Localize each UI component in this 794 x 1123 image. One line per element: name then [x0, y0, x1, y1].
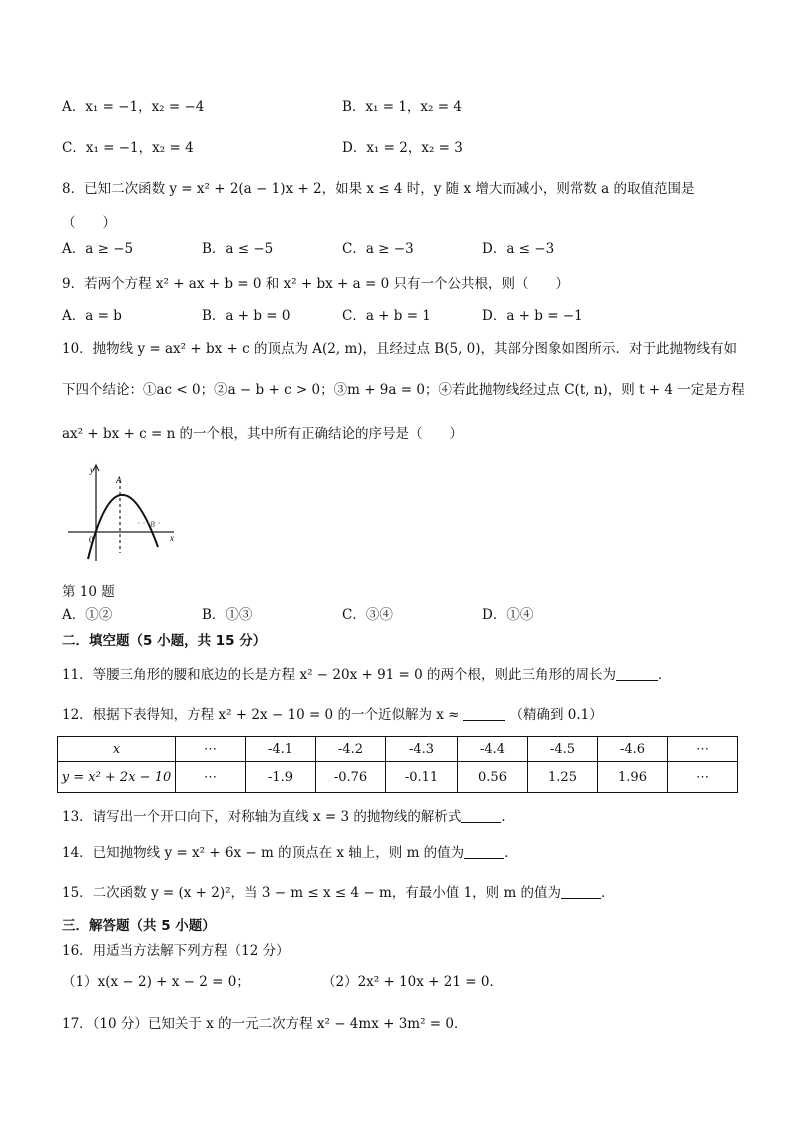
q7-option-c: C．x₁ = −1，x₂ = 4 — [62, 140, 194, 156]
q14-stem: 14．已知抛物线 y = x² + 6x − m 的顶点在 x 轴上，则 m 的值为 — [62, 845, 465, 861]
section-2-heading: 二．填空题（5 小题，共 15 分） — [62, 633, 267, 649]
q14-answer-blank[interactable] — [464, 844, 504, 859]
q16-part-2: （2）2x² + 10x + 21 = 0． — [322, 974, 503, 990]
graph-label-origin: 0 — [89, 535, 94, 545]
q11-answer-blank[interactable] — [616, 666, 658, 681]
q10-stem-line1: 10．抛物线 y = ax² + bx + c 的顶点为 A(2, m)，且经过点 B(5, 0)，其部分图象如图所示．对于此抛物线有如 — [62, 341, 738, 357]
value-table — [57, 736, 738, 793]
q8-paren: （ ） — [62, 215, 116, 231]
graph-label-y: y — [90, 465, 94, 475]
q8-option-b: B．a ≤ −5 — [202, 241, 274, 257]
table-row-y — [58, 762, 738, 793]
table-cell: -0.11 — [386, 762, 458, 793]
q8-option-a: A．a ≥ −5 — [62, 241, 134, 257]
q13-stem: 13．请写出一个开口向下，对称轴为直线 x = 3 的抛物线的解析式 — [62, 809, 462, 825]
table-row-x — [58, 737, 738, 762]
q13-answer-blank[interactable] — [461, 808, 501, 823]
q17-stem: 17．（10 分）已知关于 x 的一元二次方程 x² − 4mx + 3m² = 0． — [62, 1016, 468, 1032]
q10-option-a: A．①② — [62, 607, 113, 623]
q10-figure-caption: 第 10 题 — [62, 584, 115, 600]
q14-end: ． — [504, 845, 518, 861]
q13-end: ． — [501, 809, 515, 825]
q15-answer-blank[interactable] — [561, 884, 601, 899]
q8-option-c: C．a ≥ −3 — [342, 241, 414, 257]
table-cell: ⋯ — [176, 737, 246, 762]
graph-label-x: x — [170, 533, 174, 543]
q11 — [62, 666, 672, 684]
q12-answer-blank[interactable] — [463, 706, 505, 721]
table-cell: -4.2 — [316, 737, 386, 762]
q9-stem: 9．若两个方程 x² + ax + b = 0 和 x² + bx + a = 0 只有一个公共根，则（ ） — [62, 276, 569, 292]
q9-option-c: C．a + b = 1 — [342, 308, 431, 324]
q16-stem: 16．用适当方法解下列方程（12 分） — [62, 943, 290, 959]
q13 — [62, 808, 515, 826]
table-cell: -1.9 — [246, 762, 316, 793]
table-cell: -4.3 — [386, 737, 458, 762]
table-cell: -4.1 — [246, 737, 316, 762]
q9-option-b: B．a + b = 0 — [202, 308, 291, 324]
graph-label-b: B — [150, 520, 155, 529]
q10-option-d: D．①④ — [482, 607, 534, 623]
q8-option-d: D．a ≤ −3 — [482, 241, 555, 257]
table-cell: ⋯ — [668, 737, 738, 762]
table-cell: 0.56 — [458, 762, 528, 793]
graph-label-a: A — [116, 475, 122, 485]
table-cell: -4.4 — [458, 737, 528, 762]
table-cell: ⋯ — [668, 762, 738, 793]
q9-option-d: D．a + b = −1 — [482, 308, 583, 324]
table-cell: 1.96 — [598, 762, 668, 793]
q7-option-b: B．x₁ = 1，x₂ = 4 — [342, 99, 462, 115]
q12-stem: 12．根据下表得知，方程 x² + 2x − 10 = 0 的一个近似解为 x ≈ — [62, 707, 460, 723]
section-3-heading: 三．解答题（共 5 小题） — [62, 918, 216, 934]
q10-option-b: B．①③ — [202, 607, 253, 623]
q12-end: （精确到 0.1） — [509, 707, 603, 723]
q8-stem: 8．已知二次函数 y = x² + 2(a − 1)x + 2，如果 x ≤ 4 时，y 随 x 增大而减小，则常数 a 的取值范围是 — [62, 181, 695, 197]
table-cell: -4.5 — [528, 737, 598, 762]
table-cell: -0.76 — [316, 762, 386, 793]
q15-end: ． — [601, 885, 615, 901]
table-cell: 1.25 — [528, 762, 598, 793]
q15 — [62, 884, 615, 902]
table-cell: y = x² + 2x − 10 — [58, 762, 176, 793]
q16-part-1: （1）x(x − 2) + x − 2 = 0； — [62, 974, 250, 990]
table-cell: x — [58, 737, 176, 762]
table-cell: ⋯ — [176, 762, 246, 793]
table-cell: -4.6 — [598, 737, 668, 762]
q15-stem: 15．二次函数 y = (x + 2)²，当 3 − m ≤ x ≤ 4 − m，有最小值 1，则 m 的值为 — [62, 885, 562, 901]
q10-stem-line2: 下四个结论：①ac < 0；②a − b + c > 0；③m + 9a = 0；④若此抛物线经过点 C(t, n)，则 t + 4 一定是方程 — [62, 382, 745, 398]
q10-option-c: C．③④ — [342, 607, 393, 623]
parabola-figure — [66, 463, 181, 563]
q7-option-a: A．x₁ = −1，x₂ = −4 — [62, 99, 205, 115]
q7-option-d: D．x₁ = 2，x₂ = 3 — [342, 140, 463, 156]
q14 — [62, 844, 518, 862]
q9-option-a: A．a = b — [62, 308, 122, 324]
q11-stem: 11．等腰三角形的腰和底边的长是方程 x² − 20x + 91 = 0 的两个根，则此三角形的周长为 — [62, 667, 617, 683]
q10-stem-line3: ax² + bx + c = n 的一个根，其中所有正确结论的序号是（ ） — [62, 426, 464, 442]
q11-end: ． — [658, 667, 672, 683]
q12 — [62, 706, 603, 724]
